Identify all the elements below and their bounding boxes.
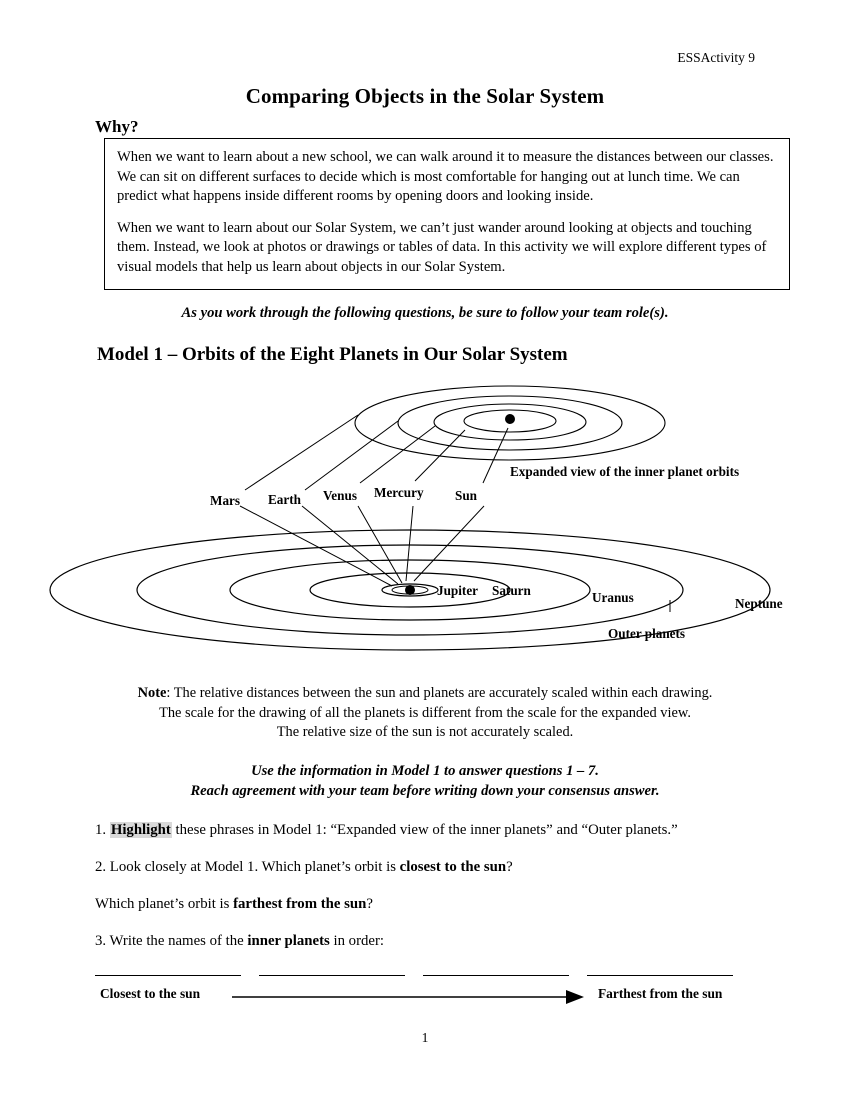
header-activity-label: ESSActivity 9 <box>677 50 755 65</box>
question-2b <box>95 894 373 914</box>
answer-blank-4[interactable] <box>587 975 733 976</box>
question-3 <box>95 931 384 951</box>
scale-note <box>0 684 850 743</box>
answer-blank-1[interactable] <box>95 975 241 976</box>
note-word: Note <box>137 685 167 701</box>
why-section-label: Why? <box>95 117 139 136</box>
outer-planets-caption: Outer planets <box>608 626 686 641</box>
question-2b-pre: Which planet’s orbit is <box>95 896 234 912</box>
why-text-box <box>104 138 790 290</box>
answer-blank-3[interactable] <box>423 975 569 976</box>
note-line-3: The relative size of the sun is not accurately scaled. <box>276 724 574 740</box>
question-2b-post: ? <box>366 896 373 912</box>
question-2-pre: 2. Look closely at Model 1. Which planet’s orbit is <box>95 859 400 875</box>
question-3-post: in order: <box>329 933 385 949</box>
question-3-bold: inner planets <box>247 933 330 949</box>
use-info-line-1: Use the information in Model 1 to answer questions 1 – 7. <box>251 763 599 779</box>
label-neptune: Neptune <box>735 596 783 611</box>
question-1-highlight-word: Highlight <box>110 822 171 838</box>
answer-blank-2[interactable] <box>259 975 405 976</box>
label-jupiter: Jupiter <box>437 583 479 598</box>
question-2-post: ? <box>506 859 513 875</box>
orbits-svg <box>40 378 820 663</box>
solar-system-diagram <box>40 378 820 663</box>
direction-arrow <box>232 986 584 1008</box>
use-info-line-2: Reach agreement with your team before writing down your consensus answer. <box>190 783 660 799</box>
question-1-number: 1. <box>95 822 107 838</box>
model-1-heading: Model 1 – Orbits of the Eight Planets in Our Solar System <box>97 344 568 365</box>
why-paragraph-2: When we want to learn about our Solar System, we can’t just wander around looking at objects and touching them. Instead, we look at photos or drawings or tables of data. In this activity we will explore different types of visual models that help us learn about objects in our Solar System. <box>117 219 767 275</box>
label-earth: Earth <box>268 492 301 507</box>
question-2 <box>95 857 513 877</box>
page-number: 1 <box>421 1030 429 1045</box>
closest-to-sun-label: Closest to the sun <box>100 986 201 1001</box>
label-sun: Sun <box>455 488 478 503</box>
label-mars: Mars <box>210 493 241 508</box>
why-paragraph-1: When we want to learn about a new school, we can walk around it to measure the distances between our classes. We can sit on different surfaces to decide which is most comfortable for hanging out at lunch time. We can predict what happens inside different rooms by opening doors and looking inside. <box>117 149 774 204</box>
question-1-text: these phrases in Model 1: “Expanded view of the inner planets” and “Outer planets.” <box>171 822 678 838</box>
page-title: Comparing Objects in the Solar System <box>245 84 605 108</box>
note-line-1-text: : The relative distances between the sun and planets are accurately scaled within each drawing. <box>166 685 713 701</box>
label-venus: Venus <box>323 488 357 503</box>
label-mercury: Mercury <box>374 485 424 500</box>
question-2b-bold: farthest from the sun <box>233 896 367 912</box>
note-line-2: The scale for the drawing of all the planets is different from the scale for the expanded view. <box>159 704 691 721</box>
label-saturn: Saturn <box>492 583 531 598</box>
question-3-pre: 3. Write the names of the <box>95 933 248 949</box>
farthest-from-sun-label: Farthest from the sun <box>598 986 723 1001</box>
answer-blank-lines <box>95 963 755 979</box>
note-line-1 <box>0 684 850 704</box>
question-2-bold: closest to the sun <box>399 859 507 875</box>
team-role-note: As you work through the following questions, be sure to follow your team role(s). <box>181 305 669 321</box>
expanded-view-caption: Expanded view of the inner planet orbits <box>510 464 740 479</box>
use-information-note <box>0 761 850 801</box>
label-uranus: Uranus <box>592 590 634 605</box>
question-1 <box>95 820 678 840</box>
